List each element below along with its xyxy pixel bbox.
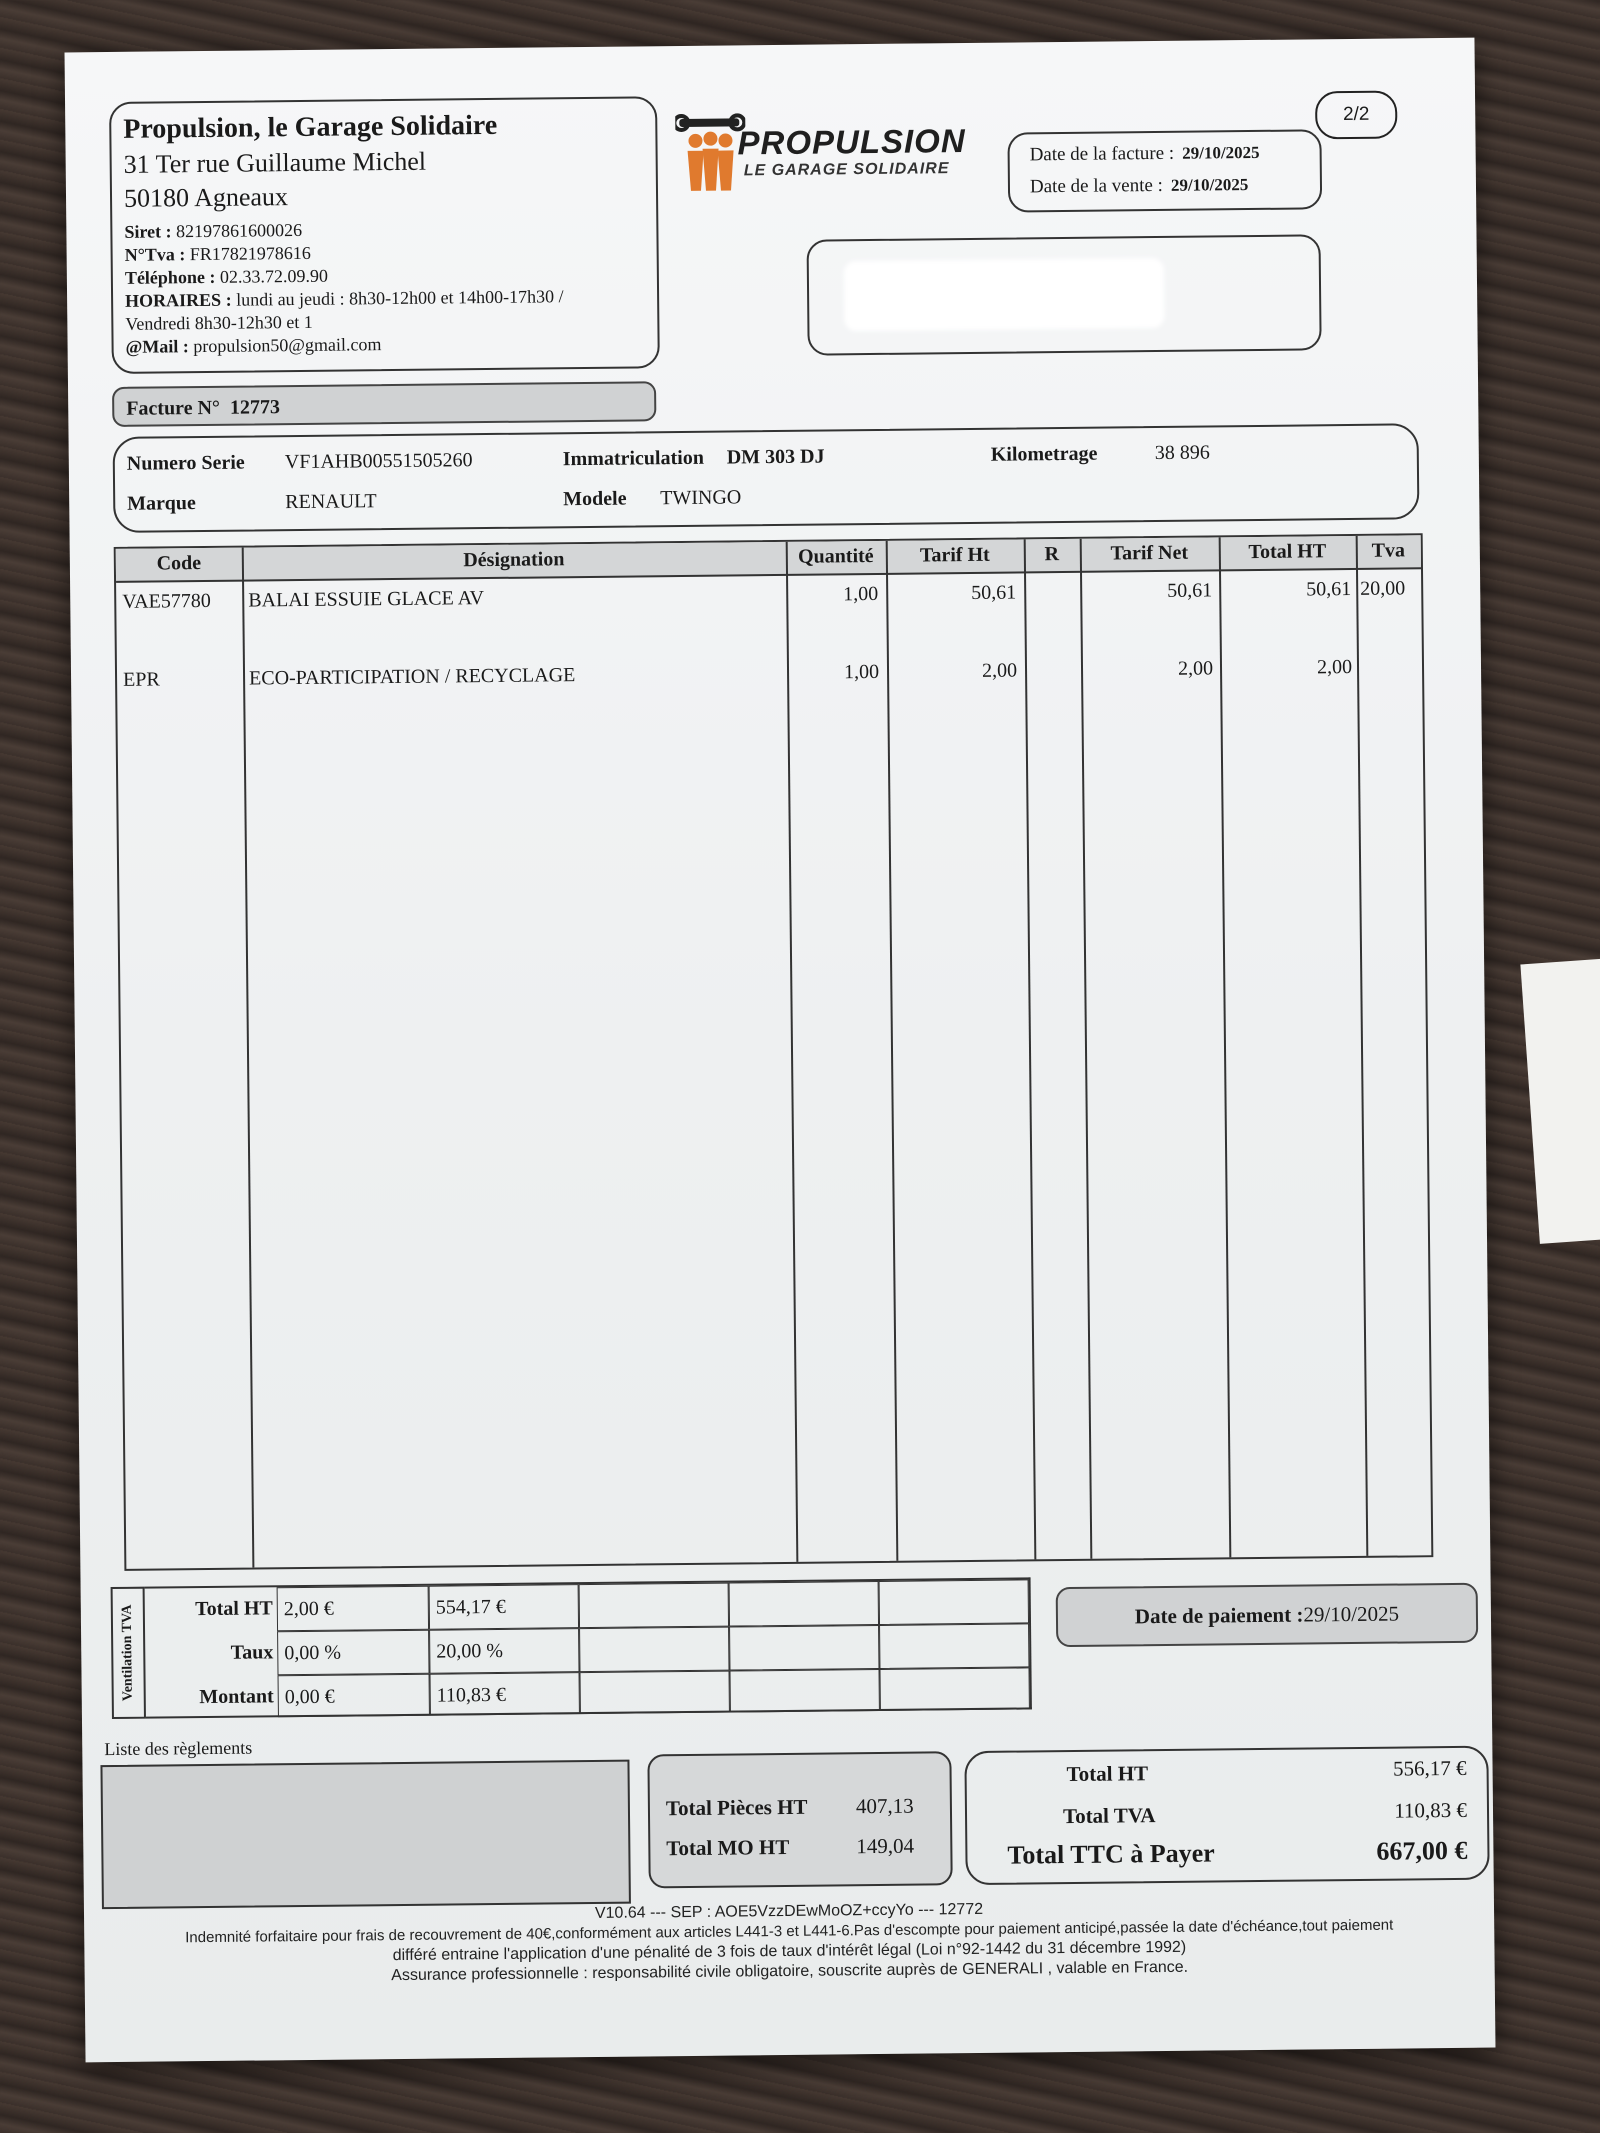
parts-total: Total Pièces HT 407,13 [665, 1793, 914, 1821]
serial-value: VF1AHB00551505260 [284, 449, 473, 474]
row-total-ht: 2,00 [1316, 655, 1353, 679]
vat-col1-rate: 0,00 % [277, 1630, 429, 1676]
vat-amount-label: Montant [199, 1685, 274, 1709]
col-tarif-ht: Tarif Ht [919, 543, 990, 567]
vehicle-info [113, 423, 1420, 533]
company-address-line1: 31 Ter rue Guillaume Michel [123, 146, 427, 179]
company-logo [675, 108, 976, 201]
settlements-label: Liste des règlements [104, 1737, 253, 1760]
total-ttc-label: Total TTC à Payer [1007, 1838, 1215, 1870]
row-tarif-ht: 50,61 [971, 581, 1017, 604]
row-designation: BALAI ESSUIE GLACE AV [248, 587, 485, 612]
total-ttc-value: 667,00 € [1376, 1835, 1468, 1866]
col-tva: Tva [1371, 539, 1406, 562]
col-total-ht: Total HT [1248, 540, 1327, 564]
invoice-sheet [65, 38, 1496, 2063]
total-tva-value: 110,83 € [1394, 1797, 1468, 1823]
row-total-ht: 50,61 [1306, 577, 1352, 601]
vat-col2-rate: 20,00 % [429, 1628, 579, 1674]
footer-insurance: Assurance professionnelle : responsabilité civile obligatoire, souscrite auprès de GENERALI , valable en France. [391, 1958, 1189, 1985]
row-tarif-net: 50,61 [1167, 579, 1213, 602]
company-info [109, 96, 660, 374]
vat-col2-total: 554,17 € [429, 1584, 579, 1630]
total-ht-label: Total HT [1066, 1761, 1149, 1787]
row-designation: ECO-PARTICIPATION / RECYCLAGE [248, 664, 576, 690]
settlements-box [100, 1760, 630, 1910]
footer-legal-2: différé entraine l'application d'une pénalité de 3 fois de taux d'intérêt légal (Loi n°92-1442 du 31 décembre 1992) [392, 1938, 1187, 1965]
company-name: Propulsion, le Garage Solidaire [123, 109, 498, 145]
totals-summary [964, 1746, 1489, 1885]
table-row: VAE57780 [122, 589, 211, 613]
brand-label: Marque [127, 492, 196, 515]
row-qty: 1,00 [843, 660, 880, 684]
row-tarif-ht: 2,00 [981, 659, 1018, 682]
row-tarif-net: 2,00 [1177, 657, 1214, 680]
col-tarif-net: Tarif Net [1110, 541, 1189, 565]
totals-parts-labor [647, 1751, 952, 1888]
invoice-date: Date de la facture : 29/10/2025 [1029, 142, 1260, 166]
wrench-people-icon [675, 110, 746, 201]
row-qty: 1,00 [843, 582, 879, 606]
company-mail: @Mail : propulsion50@gmail.com [125, 334, 382, 357]
model-value: TWINGO [660, 486, 742, 510]
vat-rate-label: Taux [230, 1641, 274, 1664]
vat-side-label: Ventilation TVA [111, 1587, 146, 1719]
col-quantity: Quantité [797, 544, 874, 568]
vat-breakdown [111, 1577, 1032, 1719]
plate-value: DM 303 DJ [726, 445, 825, 469]
sale-date: Date de la vente : 29/10/2025 [1029, 174, 1249, 198]
dates-box [1007, 129, 1322, 212]
invoice-number: Facture N° 12773 [112, 381, 656, 427]
vat-col2-amount: 110,83 € [430, 1672, 580, 1716]
logo-subtitle: LE GARAGE SOLIDAIRE [743, 160, 950, 180]
client-address-box [807, 234, 1322, 355]
logo-title: PROPULSION [737, 122, 966, 162]
labor-total: Total MO HT 149,04 [666, 1833, 915, 1861]
page-indicator: 2/2 [1315, 90, 1397, 139]
background-paper [1520, 956, 1600, 1244]
company-hours-line2: Vendredi 8h30-12h30 et 1 [125, 311, 313, 334]
vat-col1-amount: 0,00 € [278, 1674, 430, 1718]
company-tva: N°Tva : FR17821978616 [124, 242, 311, 265]
total-ht-value: 556,17 € [1392, 1755, 1467, 1781]
total-tva-label: Total TVA [1062, 1803, 1156, 1829]
company-address-line2: 50180 Agneaux [123, 182, 289, 213]
vat-col1-total: 2,00 € [277, 1586, 429, 1632]
km-value: 38 896 [1154, 441, 1210, 465]
plate-label: Immatriculation [562, 446, 705, 471]
payment-date: Date de paiement :29/10/2025 [1056, 1583, 1479, 1647]
table-row: EPR [122, 668, 160, 691]
km-label: Kilometrage [990, 442, 1098, 466]
company-phone: Téléphone : 02.33.72.09.90 [124, 265, 328, 288]
serial-label: Numero Serie [126, 451, 245, 475]
items-table [114, 533, 1434, 1571]
company-hours: HORAIRES : lundi au jeudi : 8h30-12h00 et 14h00-17h30 / [125, 286, 564, 311]
model-label: Modele [563, 487, 627, 511]
company-siret: Siret : 82197861600026 [124, 219, 303, 242]
redacted-area [844, 258, 1165, 331]
col-r: R [1044, 543, 1060, 566]
brand-value: RENAULT [285, 490, 377, 514]
footer-version: V10.64 --- SEP : AOE5VzzDEwMoOZ+ccyYo --- 12772 [594, 1900, 984, 1922]
vat-total-ht-label: Total HT [195, 1597, 273, 1621]
footer-legal-1: Indemnité forfaitaire pour frais de recouvrement de 40€,conformément aux articles L441-3 et L441-6.Pas d'escompte pour paiement anticipé,passée la date d'échéance,tout paiement [185, 1916, 1394, 1947]
col-designation: Désignation [463, 548, 565, 572]
row-tva: 20,00 [1360, 577, 1406, 600]
col-code: Code [156, 552, 202, 575]
